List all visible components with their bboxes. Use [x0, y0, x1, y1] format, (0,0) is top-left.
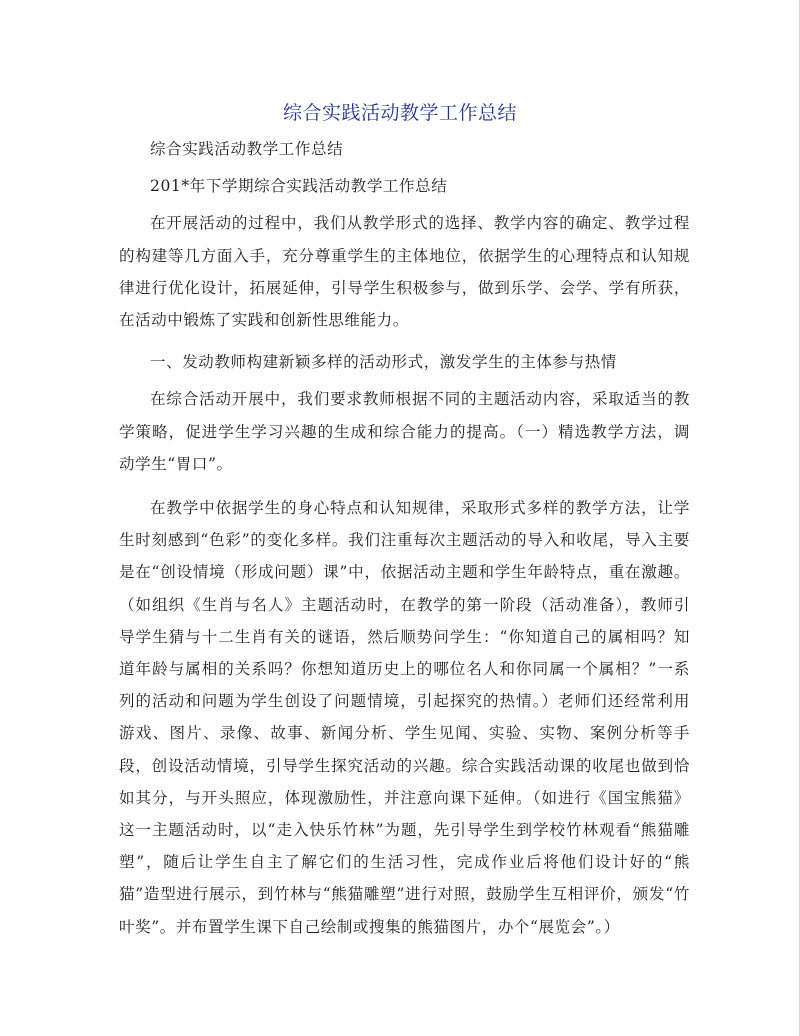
document-title: 综合实践活动教学工作总结 [282, 102, 517, 124]
paragraph-strategy: 在综合活动开展中，我们要求教师根据不同的主题活动内容，采取适当的教学策略，促进学生学习兴趣的生成和综合能力的提高。（一）精选教学方法，调动学生“胃口”。 [119, 390, 690, 473]
section-heading-1: 一、发动教师构建新颖多样的活动形式，激发学生的主体参与热情 [150, 353, 617, 372]
paragraph-subtitle: 综合实践活动教学工作总结 [150, 140, 344, 158]
paragraph-intro: 在开展活动的过程中，我们从教学形式的选择、教学内容的确定、教学过程的构建等几方面入手，充分尊重学生的主体地位，依据学生的心理特点和认知规律进行优化设计，拓展延伸，引导学生积极参与，做到乐学、会学、学有所获，在活动中锻炼了实践和创新性思维能力。 [119, 214, 690, 330]
document-body [119, 133, 690, 943]
paragraph-methods: 在教学中依据学生的身心特点和认知规律，采取形式多样的教学方法，让学生时刻感到“色彩”的变化多样。我们注重每次主题活动的导入和收尾，导入主要是在“创设情境（形成问题）课”中，依据活动主题和学生年龄特点，重在激趣。（如组织《生肖与名人》主题活动时，在教学的第一阶段（活动准备），教师引导学生猜与十二生肖有关的谜语，然后顺势问学生：“你知道自己的属相吗？知道年龄与属相的关系吗？你想知道历史上的哪位名人和你同属一个属相？”一系列的活动和问题为学生创设了问题情境，引起探究的热情。）老师们还经常利用游戏、图片、录像、故事、新闻分析、学生见闻、实验、实物、案例分析等手段，创设活动情境，引导学生探究活动的兴趣。综合实践活动课的收尾也做到恰如其分，与开头照应，体现激励性，并注意向课下延伸。（如进行《国宝熊猫》这一主题活动时，以“走入快乐竹林”为题，先引导学生到学校竹林观看“熊猫雕塑”，随后让学生自主了解它们的生活习性，完成作业后将他们设计好的“熊猫”造型进行展示，到竹林与“熊猫雕塑”进行对照，鼓励学生互相评价，颁发“竹叶奖”。并布置学生课下自己绘制或搜集的熊猫图片，办个“展览会”。） [119, 499, 690, 936]
paragraph-semester-heading: 201*年下学期综合实践活动教学工作总结 [150, 177, 448, 196]
